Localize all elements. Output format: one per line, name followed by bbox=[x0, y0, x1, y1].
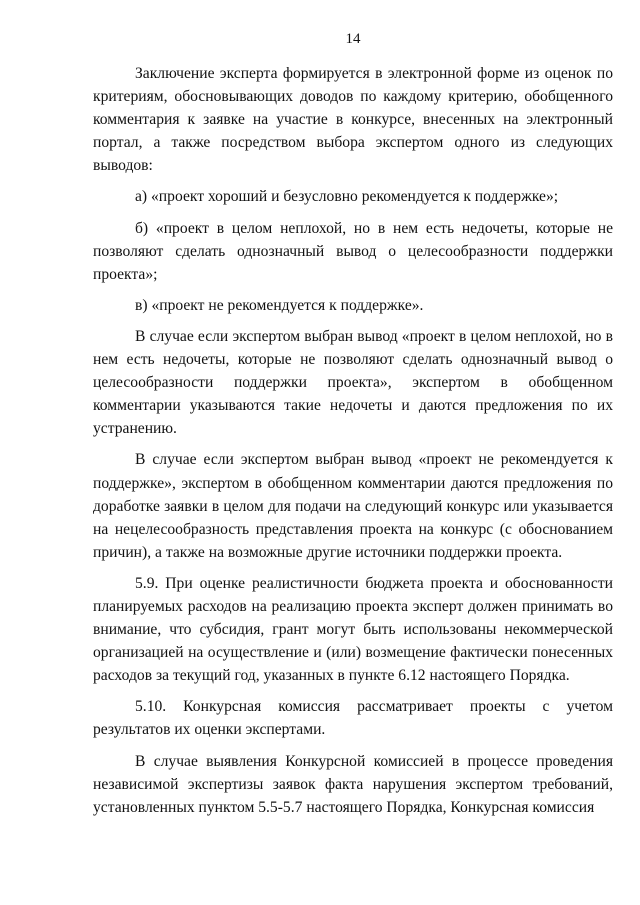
paragraph-not-recommended-case: В случае если экспертом выбран вывод «проект не рекомендуется к поддержке», экспертом в обобщенном комментарии даются предложения по доработке заявки в целом для подачи на следующий конкурс или указывается на нецелесообразность представления проекта на конкурс (с обоснованием причин), а также на возможные другие источники поддержки проекта. bbox=[93, 451, 613, 561]
paragraph-violation-case: В случае выявления Конкурсной комиссией в процессе проведения независимой экспертизы заявок факта нарушения экспертом требований, установленных пунктом 5.5-5.7 настоящего Порядка, Конкурсная комиссия bbox=[93, 752, 613, 816]
paragraph-5-9: 5.9. При оценке реалистичности бюджета проекта и обоснованности планируемых расходов на реализацию проекта эксперт должен принимать во внимание, что субсидия, грант могут быть использованы некоммерческой организацией на осуществление и (или) возмещение фактически понесенных расходов за текущий год, указанных в пункте 6.12 настоящего Порядка. bbox=[93, 574, 613, 685]
paragraph-option-a: а) «проект хороший и безусловно рекомендуется к поддержке»; bbox=[135, 188, 559, 206]
paragraph-option-b: б) «проект в целом неплохой, но в нем есть недочеты, которые не позволяют сделать однозначный вывод о целесообразности поддержки проекта»; bbox=[93, 219, 613, 283]
paragraph-option-c: в) «проект не рекомендуется к поддержке». bbox=[135, 296, 424, 314]
document-body bbox=[93, 62, 613, 819]
page-number: 14 bbox=[345, 31, 361, 47]
paragraph-not-bad-case: В случае если экспертом выбран вывод «проект в целом неплохой, но в нем есть недочеты, которые не позволяют сделать однозначный вывод о целесообразности поддержки проекта», экспертом в обобщенном комментарии указываются такие недочеты и даются предложения по их устранению. bbox=[93, 327, 613, 438]
document-page bbox=[93, 0, 613, 905]
paragraph-expert-conclusion: Заключение эксперта формируется в электронной форме из оценок по критериям, обосновывающих доводов по каждому критерию, обобщенного комментария к заявке на участие в конкурсе, внесенных на электронный портал, а также посредством выбора экспертом одного из следующих выводов: bbox=[93, 65, 613, 175]
paragraph-5-10: 5.10. Конкурсная комиссия рассматривает проекты с учетом результатов их оценки экспертами. bbox=[93, 698, 613, 739]
